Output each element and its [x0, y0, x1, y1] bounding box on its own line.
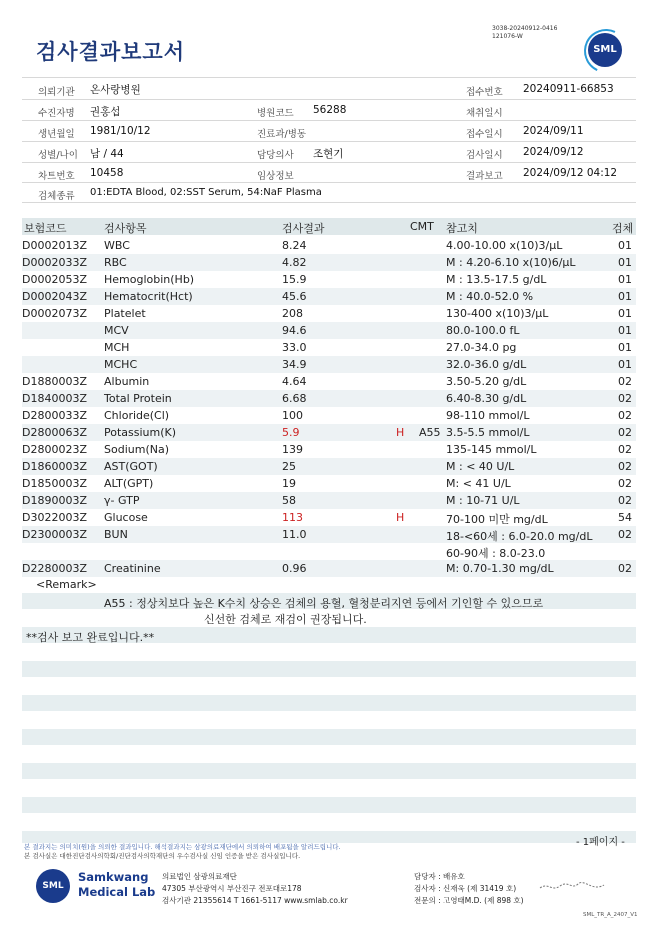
row-ref: 18-<60세 : 6.0-20.0 mg/dL — [446, 530, 593, 543]
table-row — [22, 237, 636, 254]
label-specimen: 검체종류 — [38, 191, 75, 202]
row-code: D2800063Z — [22, 426, 87, 439]
label-receipt-no: 접수번호 — [466, 87, 503, 98]
row-name: Sodium(Na) — [104, 443, 169, 456]
row-ref: M: < 41 U/L — [446, 477, 511, 490]
row-spec: 02 — [618, 443, 632, 456]
label-hospital-code: 병원코드 — [257, 108, 294, 119]
row-code: D1890003Z — [22, 494, 87, 507]
row-spec: 02 — [618, 375, 632, 388]
table-row — [22, 543, 636, 560]
row-name: γ- GTP — [104, 494, 140, 507]
label-chart-no: 차트번호 — [38, 171, 75, 182]
row-result: 8.24 — [282, 239, 307, 252]
row-code: D1880003Z — [22, 375, 87, 388]
row-result: 58 — [282, 494, 296, 507]
sml-logo: SML — [588, 33, 622, 67]
row-name: Albumin — [104, 375, 150, 388]
shaded-band — [22, 763, 636, 779]
form-code: SML_TR_A_2407_V1 — [583, 912, 638, 918]
row-name: Platelet — [104, 307, 146, 320]
row-code: D1840003Z — [22, 392, 87, 405]
row-result: 34.9 — [282, 358, 307, 371]
row-code: D0002053Z — [22, 273, 87, 286]
footer-charge: 담당자 : 배유호 — [414, 872, 465, 881]
row-ref: 4.00-10.00 x(10)3/μL — [446, 239, 563, 252]
row-ref: M: 0.70-1.30 mg/dL — [446, 562, 554, 575]
label-test-date: 검사일시 — [466, 150, 503, 161]
page-title: 검사결과보고서 — [36, 40, 186, 64]
row-code: D2800033Z — [22, 409, 87, 422]
row-name: Hematocrit(Hct) — [104, 290, 193, 303]
row-name: Total Protein — [104, 392, 172, 405]
row-spec: 01 — [618, 256, 632, 269]
row-spec: 01 — [618, 341, 632, 354]
row-spec: 54 — [618, 511, 632, 524]
divider — [22, 120, 636, 121]
table-row — [22, 356, 636, 373]
row-result: 45.6 — [282, 290, 307, 303]
label-report-date: 결과보고 — [466, 171, 503, 182]
row-result: 94.6 — [282, 324, 307, 337]
row-flag: H — [396, 426, 405, 439]
row-code: D3022003Z — [22, 511, 87, 524]
footnote-1: 본 결과지는 의미치(원)을 의뢰한 결과입니다. 해석결과지는 삼광의료재단에서 의뢰하여 배포됨을 알려드립니다. — [24, 843, 341, 851]
row-result: 113 — [282, 511, 303, 524]
row-code: D2300003Z — [22, 528, 87, 541]
document-code: 3038-20240912-0416 121076-W — [492, 25, 558, 40]
row-result: 15.9 — [282, 273, 307, 286]
row-result: 6.68 — [282, 392, 307, 405]
value-receipt-no: 20240911-66853 — [523, 83, 614, 95]
row-spec: 01 — [618, 324, 632, 337]
row-spec: 02 — [618, 477, 632, 490]
row-result: 0.96 — [282, 562, 307, 575]
col-cmt: CMT — [410, 220, 434, 233]
row-ref: 60-90세 : 8.0-23.0 — [446, 547, 546, 560]
row-code: D0002073Z — [22, 307, 87, 320]
row-result: 5.9 — [282, 426, 300, 439]
row-name: Creatinine — [104, 562, 161, 575]
table-row — [22, 322, 636, 339]
table-row — [22, 373, 636, 390]
footer-logo: SML — [36, 869, 70, 903]
row-name: AST(GOT) — [104, 460, 158, 473]
footer-examiner: 검사자 : 신재욱 (제 31419 호) — [414, 884, 517, 893]
table-row — [22, 288, 636, 305]
divider — [22, 202, 636, 203]
label-sex-age: 성별/나이 — [38, 150, 78, 161]
row-result: 19 — [282, 477, 296, 490]
table-row — [22, 458, 636, 475]
value-report-date: 2024/09/12 04:12 — [523, 167, 618, 179]
row-ref: M : < 40 U/L — [446, 460, 515, 473]
row-ref: M : 13.5-17.5 g/dL — [446, 273, 547, 286]
row-ref: 3.50-5.20 g/dL — [446, 375, 527, 388]
table-row — [22, 390, 636, 407]
row-name: MCHC — [104, 358, 138, 371]
footer-brand: Samkwang Medical Lab — [78, 870, 156, 899]
row-spec: 02 — [618, 409, 632, 422]
table-row — [22, 407, 636, 424]
row-spec: 02 — [618, 562, 632, 575]
row-name: Hemoglobin(Hb) — [104, 273, 195, 286]
divider — [22, 99, 636, 100]
row-result: 139 — [282, 443, 303, 456]
label-dob: 생년월일 — [38, 129, 75, 140]
row-cmt: A55 — [419, 426, 441, 439]
report-complete: **검사 보고 완료입니다.** — [26, 631, 155, 644]
row-name: RBC — [104, 256, 127, 269]
col-name: 검사항목 — [104, 222, 147, 235]
row-ref: M : 4.20-6.10 x(10)6/μL — [446, 256, 576, 269]
row-name: Potassium(K) — [104, 426, 177, 439]
row-ref: 32.0-36.0 g/dL — [446, 358, 527, 371]
table-row — [22, 271, 636, 288]
row-code: D1860003Z — [22, 460, 87, 473]
col-result: 검사결과 — [282, 222, 325, 235]
footer-contact: 검사기관 21355614 T 1661-5117 www.smlab.co.kr — [162, 896, 348, 905]
row-ref: 80.0-100.0 fL — [446, 324, 520, 337]
row-name: WBC — [104, 239, 130, 252]
row-result: 4.64 — [282, 375, 307, 388]
footer-org: 의료법인 삼광의료재단 — [162, 872, 237, 881]
value-chart-no: 10458 — [90, 167, 124, 179]
row-spec: 01 — [618, 358, 632, 371]
value-hospital-code: 56288 — [313, 104, 347, 116]
row-spec: 01 — [618, 290, 632, 303]
label-collection: 채취일시 — [466, 108, 503, 119]
row-name: MCV — [104, 324, 129, 337]
row-result: 4.82 — [282, 256, 307, 269]
value-receipt-date: 2024/09/11 — [523, 125, 584, 137]
row-spec: 01 — [618, 239, 632, 252]
row-name: ALT(GPT) — [104, 477, 154, 490]
row-spec: 01 — [618, 307, 632, 320]
signature-scribble — [538, 880, 608, 894]
col-spec: 검체 — [612, 222, 634, 235]
row-name: Chloride(Cl) — [104, 409, 170, 422]
page-number: - 1페이지 - — [576, 837, 625, 848]
shaded-band — [22, 729, 636, 745]
label-clinical: 임상정보 — [257, 171, 294, 182]
row-flag: H — [396, 511, 405, 524]
row-code: D1850003Z — [22, 477, 87, 490]
row-ref: 3.5-5.5 mmol/L — [446, 426, 530, 439]
row-result: 208 — [282, 307, 303, 320]
row-result: 11.0 — [282, 528, 307, 541]
footer-address: 47305 부산광역시 부산진구 전포대로178 — [162, 884, 302, 893]
row-spec: 01 — [618, 273, 632, 286]
table-row — [22, 305, 636, 322]
row-name: Glucose — [104, 511, 148, 524]
col-ref: 참고치 — [446, 222, 478, 235]
row-ref: 135-145 mmol/L — [446, 443, 537, 456]
remark-line-2: 신선한 검체로 재검이 권장됩니다. — [204, 613, 367, 626]
row-code: D0002033Z — [22, 256, 87, 269]
shaded-band — [22, 695, 636, 711]
row-ref: 70-100 미만 mg/dL — [446, 513, 548, 526]
row-spec: 02 — [618, 528, 632, 541]
table-row — [22, 560, 636, 577]
table-row — [22, 475, 636, 492]
col-code: 보험코드 — [24, 222, 67, 235]
row-result: 25 — [282, 460, 296, 473]
row-result: 100 — [282, 409, 303, 422]
table-row — [22, 254, 636, 271]
row-code: D2800023Z — [22, 443, 87, 456]
footer-specialist: 전문의 : 고영태M.D. (제 898 호) — [414, 896, 524, 905]
row-ref: M : 10-71 U/L — [446, 494, 520, 507]
value-test-date: 2024/09/12 — [523, 146, 584, 158]
table-row — [22, 492, 636, 509]
shaded-band — [22, 797, 636, 813]
row-code: D2280003Z — [22, 562, 87, 575]
value-doctor: 조현기 — [313, 148, 344, 160]
divider — [22, 162, 636, 163]
value-dob: 1981/10/12 — [90, 125, 151, 137]
remark-label: <Remark> — [36, 578, 97, 591]
value-sex-age: 남 / 44 — [90, 148, 124, 160]
table-row — [22, 339, 636, 356]
table-row — [22, 526, 636, 543]
table-row — [22, 424, 636, 441]
row-ref: M : 40.0-52.0 % — [446, 290, 534, 303]
row-spec: 02 — [618, 426, 632, 439]
row-ref: 27.0-34.0 pg — [446, 341, 517, 354]
divider — [22, 77, 636, 78]
value-specimen: 01:EDTA Blood, 02:SST Serum, 54:NaF Plasma — [90, 187, 322, 198]
shaded-band — [22, 661, 636, 677]
row-code: D0002013Z — [22, 239, 87, 252]
divider — [22, 141, 636, 142]
remark-line-1: A55 : 정상치보다 높은 K수치 상승은 검체의 용혈, 혈청분리지연 등에서 기인할 수 있으므로 — [104, 597, 544, 610]
divider — [22, 182, 636, 183]
row-ref: 6.40-8.30 g/dL — [446, 392, 527, 405]
row-name: MCH — [104, 341, 130, 354]
table-row — [22, 509, 636, 526]
value-patient: 권홍섭 — [90, 106, 121, 118]
row-ref: 98-110 mmol/L — [446, 409, 530, 422]
row-spec: 02 — [618, 392, 632, 405]
label-doctor: 담당의사 — [257, 150, 294, 161]
label-receipt-date: 접수일시 — [466, 129, 503, 140]
row-spec: 02 — [618, 494, 632, 507]
row-code: D0002043Z — [22, 290, 87, 303]
row-result: 33.0 — [282, 341, 307, 354]
label-dept: 진료과/병동 — [257, 129, 307, 140]
label-institution: 의뢰기관 — [38, 87, 75, 98]
table-row — [22, 441, 636, 458]
footnote-2: 본 검사실은 대한진단검사의학회/진단검사의학재단의 우수검사실 신임 인증을 받은 검사실입니다. — [24, 852, 301, 860]
value-institution: 온사랑병원 — [90, 84, 141, 96]
label-patient: 수진자명 — [38, 108, 75, 119]
row-spec: 02 — [618, 460, 632, 473]
row-name: BUN — [104, 528, 128, 541]
row-ref: 130-400 x(10)3/μL — [446, 307, 549, 320]
